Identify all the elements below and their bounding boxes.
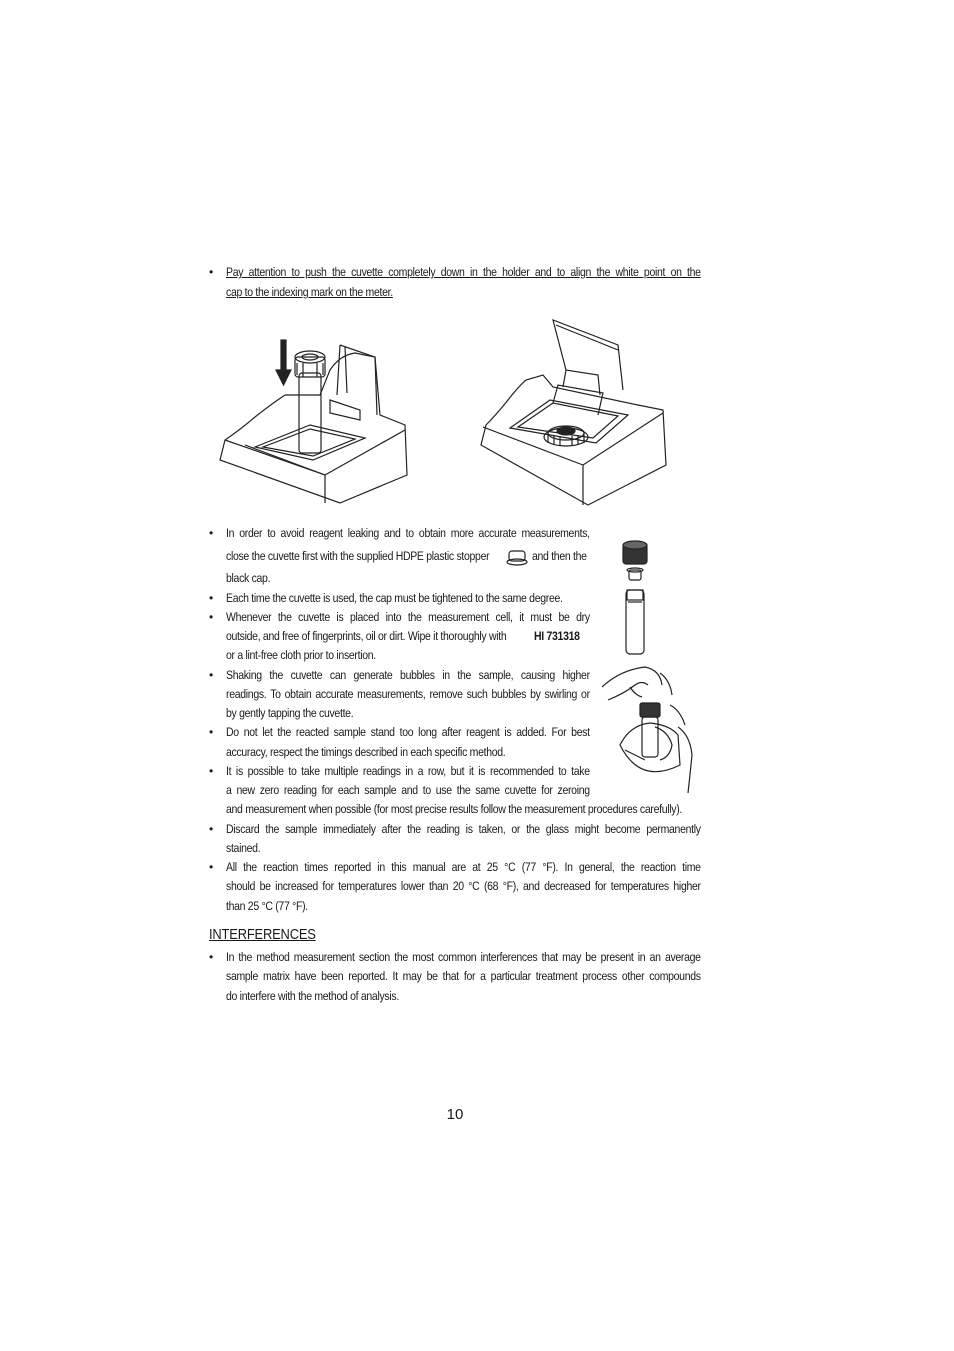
bullet-7-line-1: Discard the sample immediately after the reading is taken, or the glass might become permanently [226,822,701,836]
interferences-line-3: do interfere with the method of analysis. [226,989,399,1003]
product-code: HI 731318 [534,629,580,643]
bullet-marker: • [209,265,214,279]
interferences-line-1: In the method measurement section the most common interferences that may be present in an average [226,950,701,964]
bullet-marker: • [209,764,214,778]
bullet-marker: • [209,860,214,874]
bullet-4-line-3: by gently tapping the cuvette. [226,706,354,720]
bullet-1-line-1: In order to avoid reagent leaking and to obtain more accurate measurements, [226,526,590,540]
stopper-icon [506,549,528,567]
page-number: 10 [446,1106,464,1123]
bullet-1-line-3: black cap. [226,571,271,585]
bullet-3-line-2a: outside, and free of fingerprints, oil or dirt. Wipe it thoroughly with [226,629,507,643]
bullet-6-line-1: It is possible to take multiple readings in a row, but it is recommended to take [226,764,590,778]
bullet-2-line-1: Each time the cuvette is used, the cap must be tightened to the same degree. [226,591,563,605]
bullet-1-line-2a: close the cuvette first with the supplied HDPE plastic stopper [226,549,490,563]
bullet-marker: • [209,591,214,605]
insert-cuvette-illustration [215,335,415,510]
bullet-8-line-2: should be increased for temperatures lower than 20 °C (68 °F), and decreased for temperatures higher [226,879,701,893]
bullet-6-line-3: and measurement when possible (for most precise results follow the measurement procedures carefully). [226,802,683,816]
cuvette-cap-stopper-illustration [618,540,652,658]
bullet-8-line-1: All the reaction times reported in this manual are at 25 °C (77 °F). In general, the reaction time [226,860,701,874]
attention-line-1: Pay attention to push the cuvette completely down in the holder and to align the white point on the [226,265,701,279]
bullet-6-line-2: a new zero reading for each sample and to use the same cuvette for zeroing [226,783,590,797]
bullet-marker: • [209,950,214,964]
cuvette-inserted-illustration [478,315,668,510]
bullet-1-line-2b: and then the [532,549,587,563]
bullet-marker: • [209,725,214,739]
bullet-5-line-1: Do not let the reacted sample stand too long after reagent is added. For best [226,725,590,739]
bullet-3-line-3: or a lint-free cloth prior to insertion. [226,648,376,662]
hand-wiping-cuvette-illustration [600,665,698,795]
attention-line-2: cap to the indexing mark on the meter. [226,285,393,299]
bullet-5-line-2: accuracy, respect the timings described in each specific method. [226,745,506,759]
bullet-7-line-2: stained. [226,841,261,855]
bullet-8-line-3: than 25 °C (77 °F). [226,899,308,913]
bullet-4-line-1: Shaking the cuvette can generate bubbles in the sample, causing higher [226,668,590,682]
bullet-marker: • [209,526,214,540]
bullet-4-line-2: readings. To obtain accurate measurements, remove such bubbles by swirling or [226,687,590,701]
section-heading-interferences: INTERFERENCES [209,926,316,943]
bullet-marker: • [209,668,214,682]
interferences-line-2: sample matrix have been reported. It may be that for a particular treatment process other compounds [226,969,701,983]
bullet-3-line-1: Whenever the cuvette is placed into the measurement cell, it must be dry [226,610,590,624]
bullet-marker: • [209,610,214,624]
bullet-marker: • [209,822,214,836]
